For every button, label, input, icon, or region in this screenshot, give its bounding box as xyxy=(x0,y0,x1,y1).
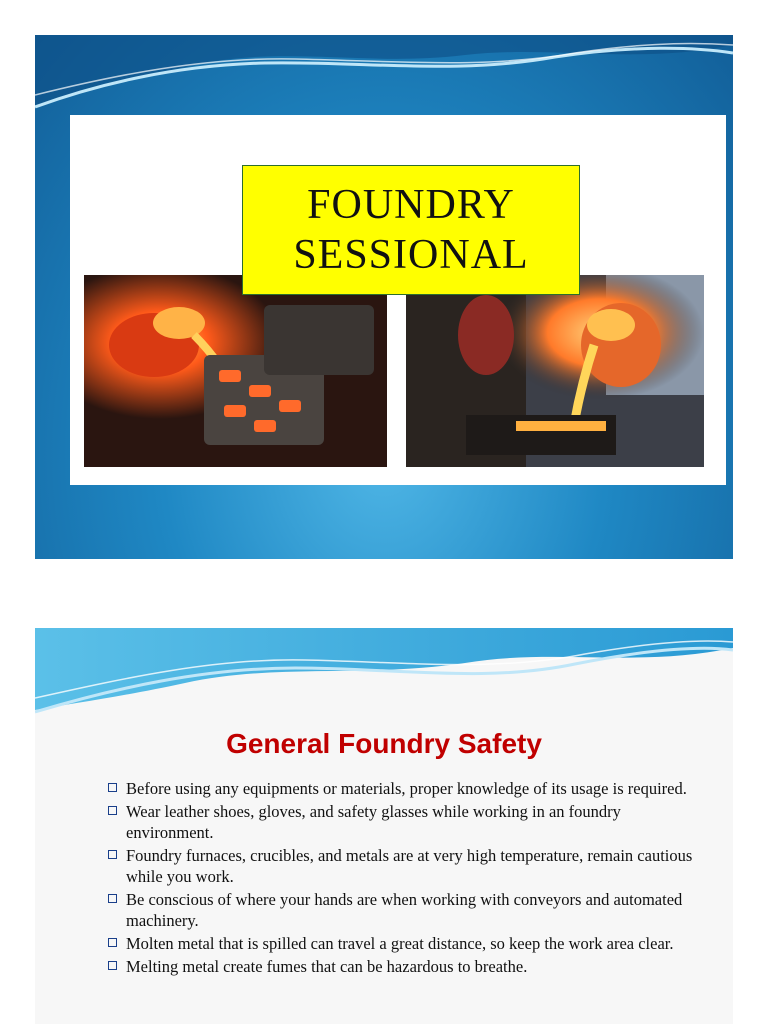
list-item: Melting metal create fumes that can be hazardous to breathe. xyxy=(105,956,705,977)
checkbox-bullet-icon xyxy=(108,850,117,859)
slide-title-box xyxy=(242,165,580,295)
list-item: Foundry furnaces, crucibles, and metals are at very high temperature, remain cautious while you work. xyxy=(105,845,705,887)
checkbox-bullet-icon xyxy=(108,938,117,947)
title-line-2: SESSIONAL xyxy=(293,232,529,278)
checkbox-bullet-icon xyxy=(108,961,117,970)
safety-bullet-list xyxy=(105,778,705,979)
list-item: Wear leather shoes, gloves, and safety glasses while working in an foundry environment. xyxy=(105,801,705,843)
safety-slide xyxy=(35,628,733,1024)
photo-molten-metal-pouring-into-molds xyxy=(84,275,387,467)
checkbox-bullet-icon xyxy=(108,894,117,903)
list-item: Molten metal that is spilled can travel a great distance, so keep the work area clear. xyxy=(105,933,705,954)
checkbox-bullet-icon xyxy=(108,806,117,815)
slide-heading: General Foundry Safety xyxy=(226,728,542,759)
wave-decoration xyxy=(35,628,733,718)
title-slide xyxy=(35,35,733,559)
list-item: Before using any equipments or materials, proper knowledge of its usage is required. xyxy=(105,778,705,799)
title-line-1: FOUNDRY xyxy=(307,182,515,228)
list-item: Be conscious of where your hands are when working with conveyors and automated machinery. xyxy=(105,889,705,931)
wave-decoration xyxy=(35,35,733,115)
photo-ladle-pouring-molten-metal xyxy=(406,275,704,467)
checkbox-bullet-icon xyxy=(108,783,117,792)
